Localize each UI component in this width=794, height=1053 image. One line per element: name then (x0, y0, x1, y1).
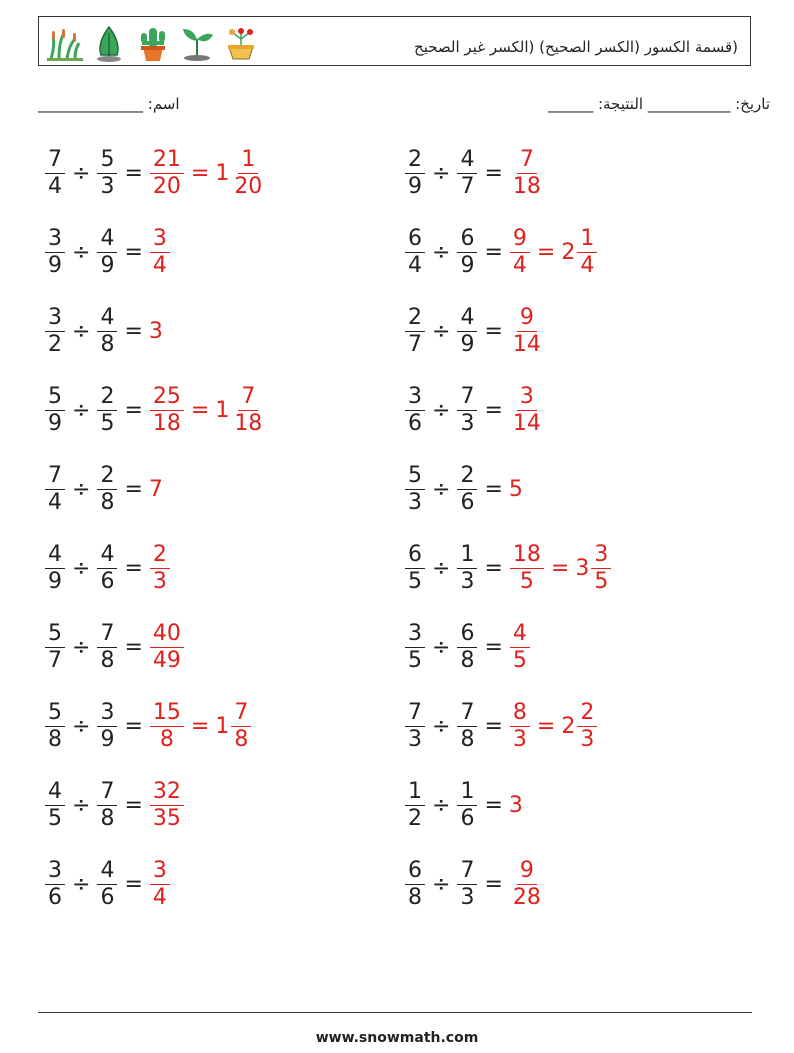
denominator: 3 (152, 568, 167, 594)
problem-row (44, 457, 163, 521)
equals-sign: = (484, 239, 503, 265)
numerator: 3 (591, 542, 611, 569)
denominator: 2 (408, 805, 422, 831)
problem-row (44, 536, 171, 600)
fraction (150, 226, 170, 279)
numerator: 7 (45, 463, 65, 490)
divide-sign: ÷ (432, 476, 451, 502)
denominator: 8 (100, 331, 115, 357)
numerator: 4 (97, 226, 117, 253)
problem-row (404, 141, 545, 205)
numerator: 3 (150, 858, 170, 885)
numerator: 3 (45, 858, 65, 885)
denominator: 8 (100, 489, 115, 515)
denominator: 5 (519, 568, 534, 594)
numerator: 18 (510, 542, 544, 569)
equals-sign: = (124, 634, 143, 660)
fraction (97, 621, 117, 674)
fraction (510, 621, 530, 674)
denominator: 6 (460, 489, 475, 515)
fraction (405, 305, 425, 358)
divide-sign: ÷ (72, 160, 91, 186)
fraction (150, 384, 184, 437)
denominator: 14 (512, 410, 541, 436)
fraction (457, 858, 477, 911)
equals-sign: = (484, 476, 503, 502)
divide-sign: ÷ (432, 318, 451, 344)
numerator: 2 (150, 542, 170, 569)
problem-row (404, 299, 545, 363)
problem-row (44, 615, 185, 679)
denominator: 9 (48, 252, 62, 278)
denominator: 9 (460, 252, 475, 278)
numerator: 2 (97, 384, 117, 411)
problem-row (44, 378, 266, 442)
denominator: 35 (152, 805, 181, 831)
numerator: 2 (577, 700, 597, 727)
numerator: 9 (517, 858, 537, 885)
fraction (45, 226, 65, 279)
divide-sign: ÷ (72, 792, 91, 818)
equals-sign: = (124, 397, 143, 423)
fraction (405, 621, 425, 674)
denominator: 3 (100, 173, 115, 199)
problem-row (404, 378, 545, 442)
fraction (97, 384, 117, 437)
answer-integer: 3 (508, 792, 523, 818)
denominator: 2 (48, 331, 62, 357)
fraction (150, 542, 170, 595)
fraction (45, 621, 65, 674)
fraction (45, 147, 65, 200)
mixed-whole: 1 (215, 160, 230, 186)
problem-row (404, 852, 545, 916)
divide-sign: ÷ (72, 318, 91, 344)
problem-row (404, 536, 612, 600)
denominator: 4 (152, 252, 167, 278)
equals-sign: = (124, 239, 143, 265)
denominator: 6 (460, 805, 475, 831)
fraction (457, 384, 477, 437)
numerator: 3 (150, 226, 170, 253)
mixed-whole: 3 (575, 555, 590, 581)
problem-row (404, 615, 531, 679)
denominator: 4 (512, 252, 527, 278)
numerator: 7 (231, 700, 251, 727)
denominator: 3 (580, 726, 595, 752)
equals-sign: = (484, 792, 503, 818)
fraction (457, 463, 477, 516)
numerator: 5 (45, 621, 65, 648)
fraction (457, 542, 477, 595)
fraction (510, 384, 544, 437)
numerator: 32 (150, 779, 184, 806)
equals-sign: = (124, 555, 143, 581)
divide-sign: ÷ (72, 476, 91, 502)
numerator: 5 (97, 147, 117, 174)
equals-sign: = (550, 555, 570, 581)
problem-row (44, 773, 185, 837)
numerator: 3 (405, 384, 425, 411)
answer-integer: 7 (148, 476, 163, 502)
denominator: 20 (234, 173, 263, 199)
denominator: 5 (48, 805, 62, 831)
denominator: 7 (408, 331, 422, 357)
fraction (150, 858, 170, 911)
equals-sign: = (190, 160, 210, 186)
divide-sign: ÷ (432, 871, 451, 897)
equals-sign: = (484, 871, 503, 897)
denominator: 6 (100, 568, 115, 594)
fraction (405, 147, 425, 200)
fraction (510, 305, 544, 358)
divide-sign: ÷ (72, 634, 91, 660)
equals-sign: = (536, 713, 556, 739)
fraction (457, 305, 477, 358)
denominator: 9 (100, 726, 115, 752)
denominator: 28 (512, 884, 541, 910)
problem-row (404, 457, 523, 521)
equals-sign: = (190, 397, 210, 423)
fraction (45, 700, 65, 753)
denominator: 8 (460, 726, 475, 752)
fraction (97, 542, 117, 595)
equals-sign: = (484, 555, 503, 581)
fraction (150, 779, 184, 832)
numerator: 3 (97, 700, 117, 727)
divide-sign: ÷ (432, 239, 451, 265)
numerator: 6 (457, 226, 477, 253)
denominator: 49 (152, 647, 181, 673)
denominator: 6 (48, 884, 62, 910)
divide-sign: ÷ (432, 555, 451, 581)
denominator: 20 (152, 173, 181, 199)
answer-integer: 5 (508, 476, 523, 502)
denominator: 8 (48, 726, 62, 752)
numerator: 25 (150, 384, 184, 411)
numerator: 4 (45, 779, 65, 806)
problem-row (44, 694, 252, 758)
fraction (405, 779, 425, 832)
equals-sign: = (124, 792, 143, 818)
fraction (97, 226, 117, 279)
divide-sign: ÷ (432, 397, 451, 423)
fraction (150, 700, 184, 753)
equals-sign: = (484, 397, 503, 423)
fraction (510, 226, 530, 279)
numerator: 7 (45, 147, 65, 174)
denominator: 8 (460, 647, 475, 673)
fraction (150, 621, 184, 674)
divide-sign: ÷ (72, 713, 91, 739)
denominator: 18 (152, 410, 181, 436)
denominator: 9 (460, 331, 475, 357)
denominator: 7 (460, 173, 475, 199)
denominator: 6 (408, 410, 422, 436)
denominator: 4 (48, 489, 62, 515)
numerator: 40 (150, 621, 184, 648)
denominator: 6 (100, 884, 115, 910)
denominator: 5 (512, 647, 527, 673)
denominator: 3 (408, 726, 422, 752)
fraction (510, 700, 530, 753)
fraction (405, 700, 425, 753)
divide-sign: ÷ (72, 871, 91, 897)
mixed-fraction (231, 700, 251, 753)
numerator: 7 (517, 147, 537, 174)
divide-sign: ÷ (72, 555, 91, 581)
denominator: 8 (159, 726, 174, 752)
cactus-icon (133, 23, 173, 63)
mixed-fraction (577, 700, 597, 753)
numerator: 4 (45, 542, 65, 569)
equals-sign: = (484, 713, 503, 739)
denominator: 3 (460, 410, 475, 436)
mixed-fraction (591, 542, 611, 595)
denominator: 3 (460, 884, 475, 910)
numerator: 8 (510, 700, 530, 727)
mixed-whole: 2 (561, 239, 576, 265)
divide-sign: ÷ (432, 792, 451, 818)
page-title: (قسمة الكسور (الكسر الصحيح) (الكسر غير الصحيح (414, 38, 738, 56)
fraction (97, 779, 117, 832)
fraction (510, 858, 544, 911)
numerator: 6 (405, 226, 425, 253)
mixed-fraction (577, 226, 597, 279)
mixed-whole: 1 (215, 713, 230, 739)
denominator: 18 (512, 173, 541, 199)
numerator: 2 (405, 305, 425, 332)
equals-sign: = (124, 476, 143, 502)
denominator: 7 (48, 647, 62, 673)
divide-sign: ÷ (432, 713, 451, 739)
equals-sign: = (190, 713, 210, 739)
numerator: 2 (97, 463, 117, 490)
fraction (97, 858, 117, 911)
denominator: 4 (408, 252, 422, 278)
problem-row (404, 694, 598, 758)
numerator: 7 (97, 621, 117, 648)
denominator: 8 (100, 647, 115, 673)
fraction (97, 463, 117, 516)
fraction (457, 226, 477, 279)
fraction (405, 384, 425, 437)
numerator: 4 (97, 305, 117, 332)
fraction (97, 305, 117, 358)
numerator: 4 (97, 542, 117, 569)
sprout-icon (177, 23, 217, 63)
numerator: 6 (457, 621, 477, 648)
problem-row (404, 773, 523, 837)
mixed-fraction (231, 384, 265, 437)
numerator: 15 (150, 700, 184, 727)
numerator: 6 (405, 858, 425, 885)
problem-row (404, 220, 598, 284)
fraction (405, 542, 425, 595)
numerator: 9 (517, 305, 537, 332)
date-score-field: ______ :تاريخ: ___________ النتيجة (548, 95, 770, 113)
numerator: 4 (510, 621, 530, 648)
fraction (45, 779, 65, 832)
numerator: 7 (457, 858, 477, 885)
divide-sign: ÷ (72, 239, 91, 265)
flower-pot-icon (221, 23, 261, 63)
equals-sign: = (484, 634, 503, 660)
equals-sign: = (484, 160, 503, 186)
problem-row (44, 852, 171, 916)
equals-sign: = (124, 871, 143, 897)
fraction (457, 779, 477, 832)
numerator: 1 (577, 226, 597, 253)
denominator: 9 (408, 173, 422, 199)
numerator: 1 (238, 147, 258, 174)
mixed-whole: 2 (561, 713, 576, 739)
denominator: 3 (408, 489, 422, 515)
answer-integer: 3 (148, 318, 163, 344)
equals-sign: = (124, 160, 143, 186)
fraction (457, 700, 477, 753)
name-field: اسم: ______________ (38, 95, 180, 113)
fraction (45, 858, 65, 911)
footer-divider (38, 1012, 752, 1013)
mixed-whole: 1 (215, 397, 230, 423)
denominator: 14 (512, 331, 541, 357)
fraction (405, 226, 425, 279)
numerator: 21 (150, 147, 184, 174)
denominator: 3 (512, 726, 527, 752)
numerator: 4 (457, 305, 477, 332)
equals-sign: = (536, 239, 556, 265)
denominator: 4 (152, 884, 167, 910)
numerator: 1 (457, 779, 477, 806)
numerator: 7 (97, 779, 117, 806)
fraction (97, 700, 117, 753)
numerator: 7 (405, 700, 425, 727)
fraction (405, 858, 425, 911)
denominator: 3 (460, 568, 475, 594)
denominator: 5 (408, 647, 422, 673)
fraction (45, 463, 65, 516)
fraction (510, 147, 544, 200)
denominator: 5 (408, 568, 422, 594)
denominator: 5 (594, 568, 609, 594)
problem-row (44, 141, 266, 205)
fraction (45, 542, 65, 595)
footer-url: www.snowmath.com (315, 1030, 479, 1046)
numerator: 3 (45, 305, 65, 332)
numerator: 9 (510, 226, 530, 253)
numerator: 1 (457, 542, 477, 569)
tree-icon (89, 23, 129, 63)
denominator: 5 (100, 410, 115, 436)
equals-sign: = (484, 318, 503, 344)
numerator: 7 (238, 384, 258, 411)
divide-sign: ÷ (72, 397, 91, 423)
divide-sign: ÷ (432, 160, 451, 186)
numerator: 7 (457, 700, 477, 727)
numerator: 3 (405, 621, 425, 648)
denominator: 4 (48, 173, 62, 199)
fraction (405, 463, 425, 516)
denominator: 8 (100, 805, 115, 831)
grass-icon (45, 23, 85, 63)
denominator: 8 (408, 884, 422, 910)
mixed-fraction (231, 147, 265, 200)
numerator: 6 (405, 542, 425, 569)
problem-row (44, 299, 163, 363)
fraction (45, 305, 65, 358)
fraction (97, 147, 117, 200)
numerator: 5 (45, 384, 65, 411)
numerator: 4 (97, 858, 117, 885)
numerator: 2 (457, 463, 477, 490)
numerator: 1 (405, 779, 425, 806)
header-box (38, 16, 751, 66)
numerator: 7 (457, 384, 477, 411)
fraction (457, 147, 477, 200)
denominator: 18 (234, 410, 263, 436)
numerator: 3 (45, 226, 65, 253)
equals-sign: = (124, 713, 143, 739)
fraction (45, 384, 65, 437)
denominator: 9 (48, 568, 62, 594)
numerator: 4 (457, 147, 477, 174)
fraction (510, 542, 544, 595)
numerator: 5 (45, 700, 65, 727)
equals-sign: = (124, 318, 143, 344)
problem-row (44, 220, 171, 284)
fraction (150, 147, 184, 200)
denominator: 8 (234, 726, 249, 752)
numerator: 5 (405, 463, 425, 490)
numerator: 2 (405, 147, 425, 174)
numerator: 3 (517, 384, 537, 411)
denominator: 9 (48, 410, 62, 436)
divide-sign: ÷ (432, 634, 451, 660)
fraction (457, 621, 477, 674)
denominator: 4 (580, 252, 595, 278)
denominator: 9 (100, 252, 115, 278)
